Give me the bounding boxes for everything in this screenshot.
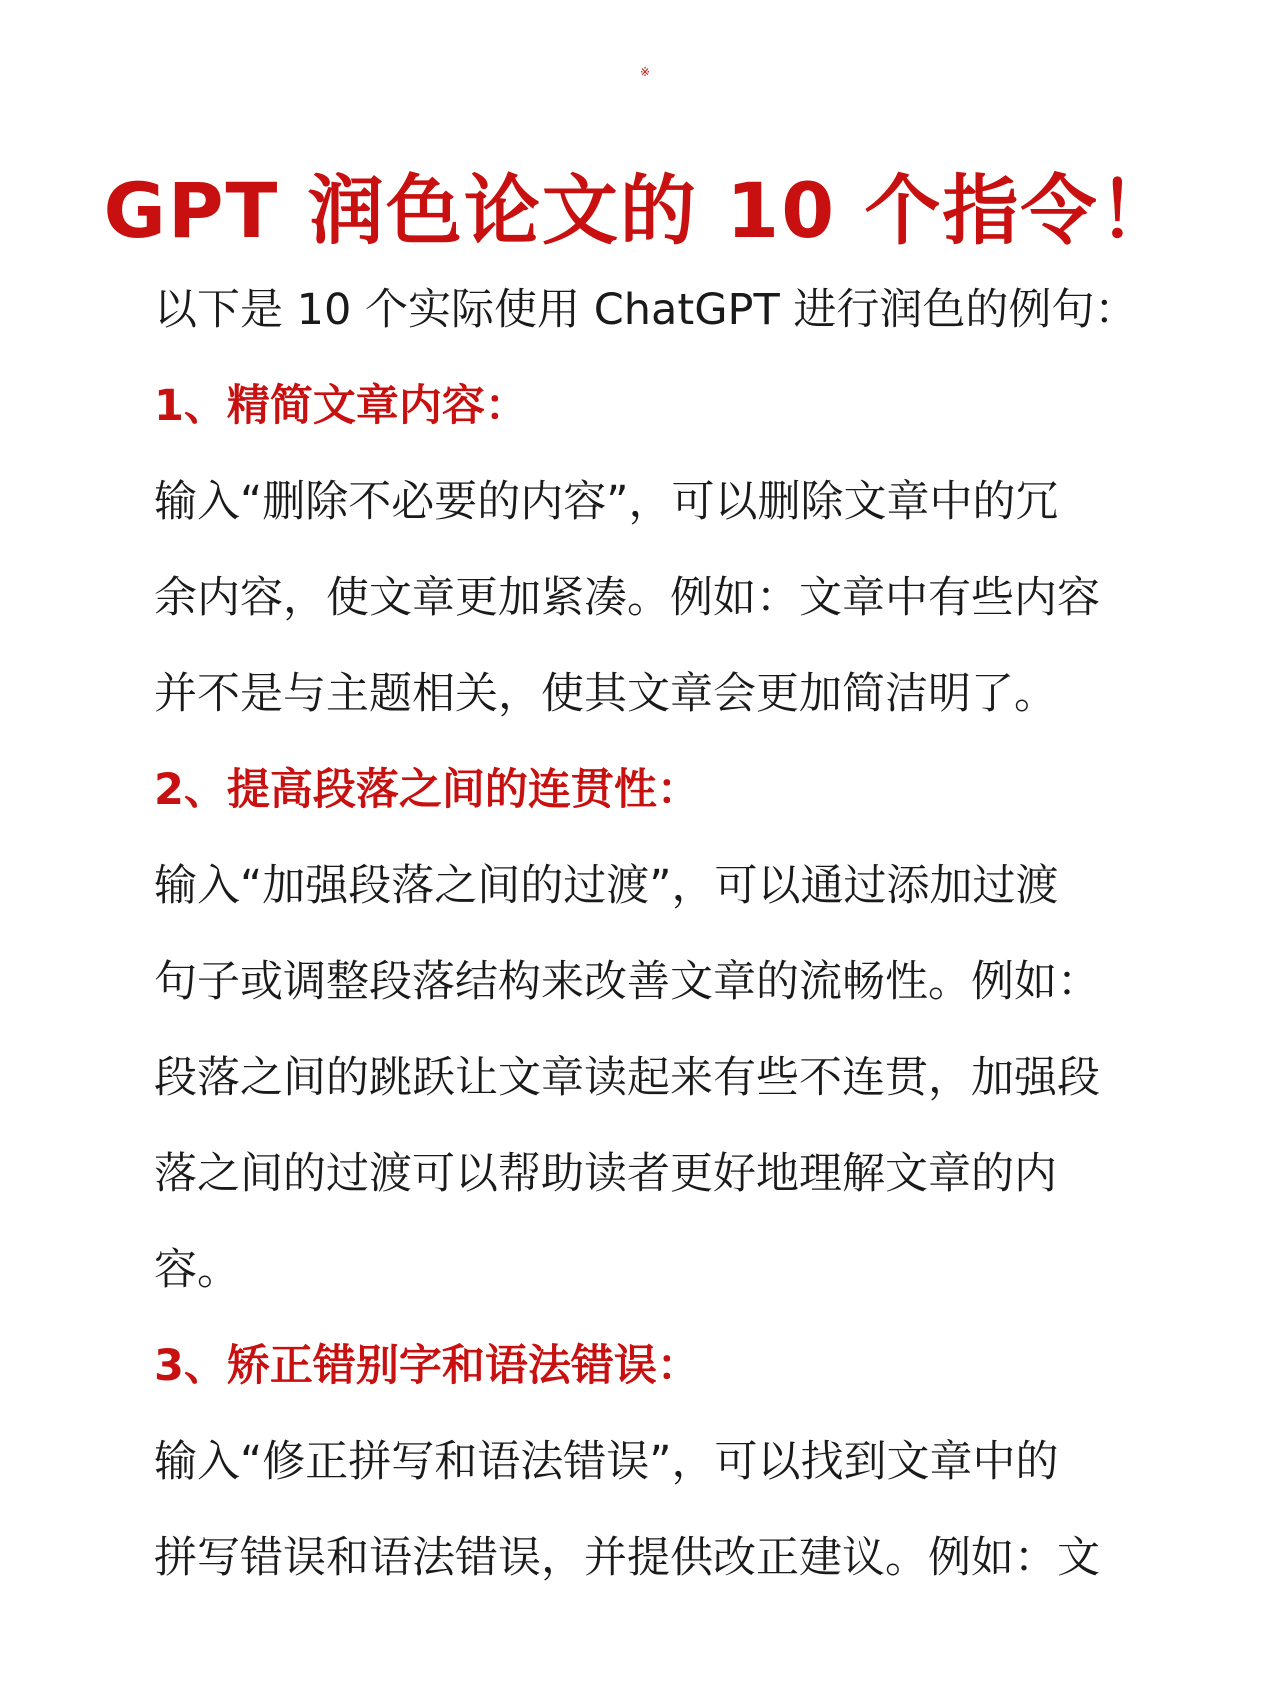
section-heading: 3、矫正错别字和语法错误： xyxy=(154,1341,700,1391)
section-3 xyxy=(154,1318,1144,1606)
document-body xyxy=(154,262,1144,1606)
decorative-mark-icon: ※ xyxy=(640,65,651,79)
paragraph-line: 输入“修正拼写和语法错误”，可以找到文章中的 xyxy=(154,1437,1059,1487)
paragraph-line: 段落之间的跳跃让文章读起来有些不连贯，加强段 xyxy=(154,1053,1100,1103)
section-1 xyxy=(154,358,1144,742)
section-2 xyxy=(154,742,1144,1318)
section-heading: 1、精简文章内容： xyxy=(154,381,528,431)
paragraph-line: 落之间的过渡可以帮助读者更好地理解文章的内 xyxy=(154,1149,1057,1199)
paragraph-line: 输入“删除不必要的内容”，可以删除文章中的冗 xyxy=(154,477,1059,527)
paragraph-line: 句子或调整段落结构来改善文章的流畅性。例如： xyxy=(154,957,1100,1007)
page-title: GPT 润色论文的 10 个指令！ xyxy=(103,165,1177,255)
paragraph-line: 余内容，使文章更加紧凑。例如：文章中有些内容 xyxy=(154,573,1100,623)
paragraph-line: 拼写错误和语法错误，并提供改正建议。例如：文 xyxy=(154,1533,1100,1583)
paragraph-line: 容。 xyxy=(154,1245,240,1295)
intro-text: 以下是 10 个实际使用 ChatGPT 进行润色的例句： xyxy=(154,285,1138,335)
section-heading: 2、提高段落之间的连贯性： xyxy=(154,765,700,815)
paragraph-line: 输入“加强段落之间的过渡”，可以通过添加过渡 xyxy=(154,861,1059,911)
paragraph-line: 并不是与主题相关，使其文章会更加简洁明了。 xyxy=(154,669,1057,719)
